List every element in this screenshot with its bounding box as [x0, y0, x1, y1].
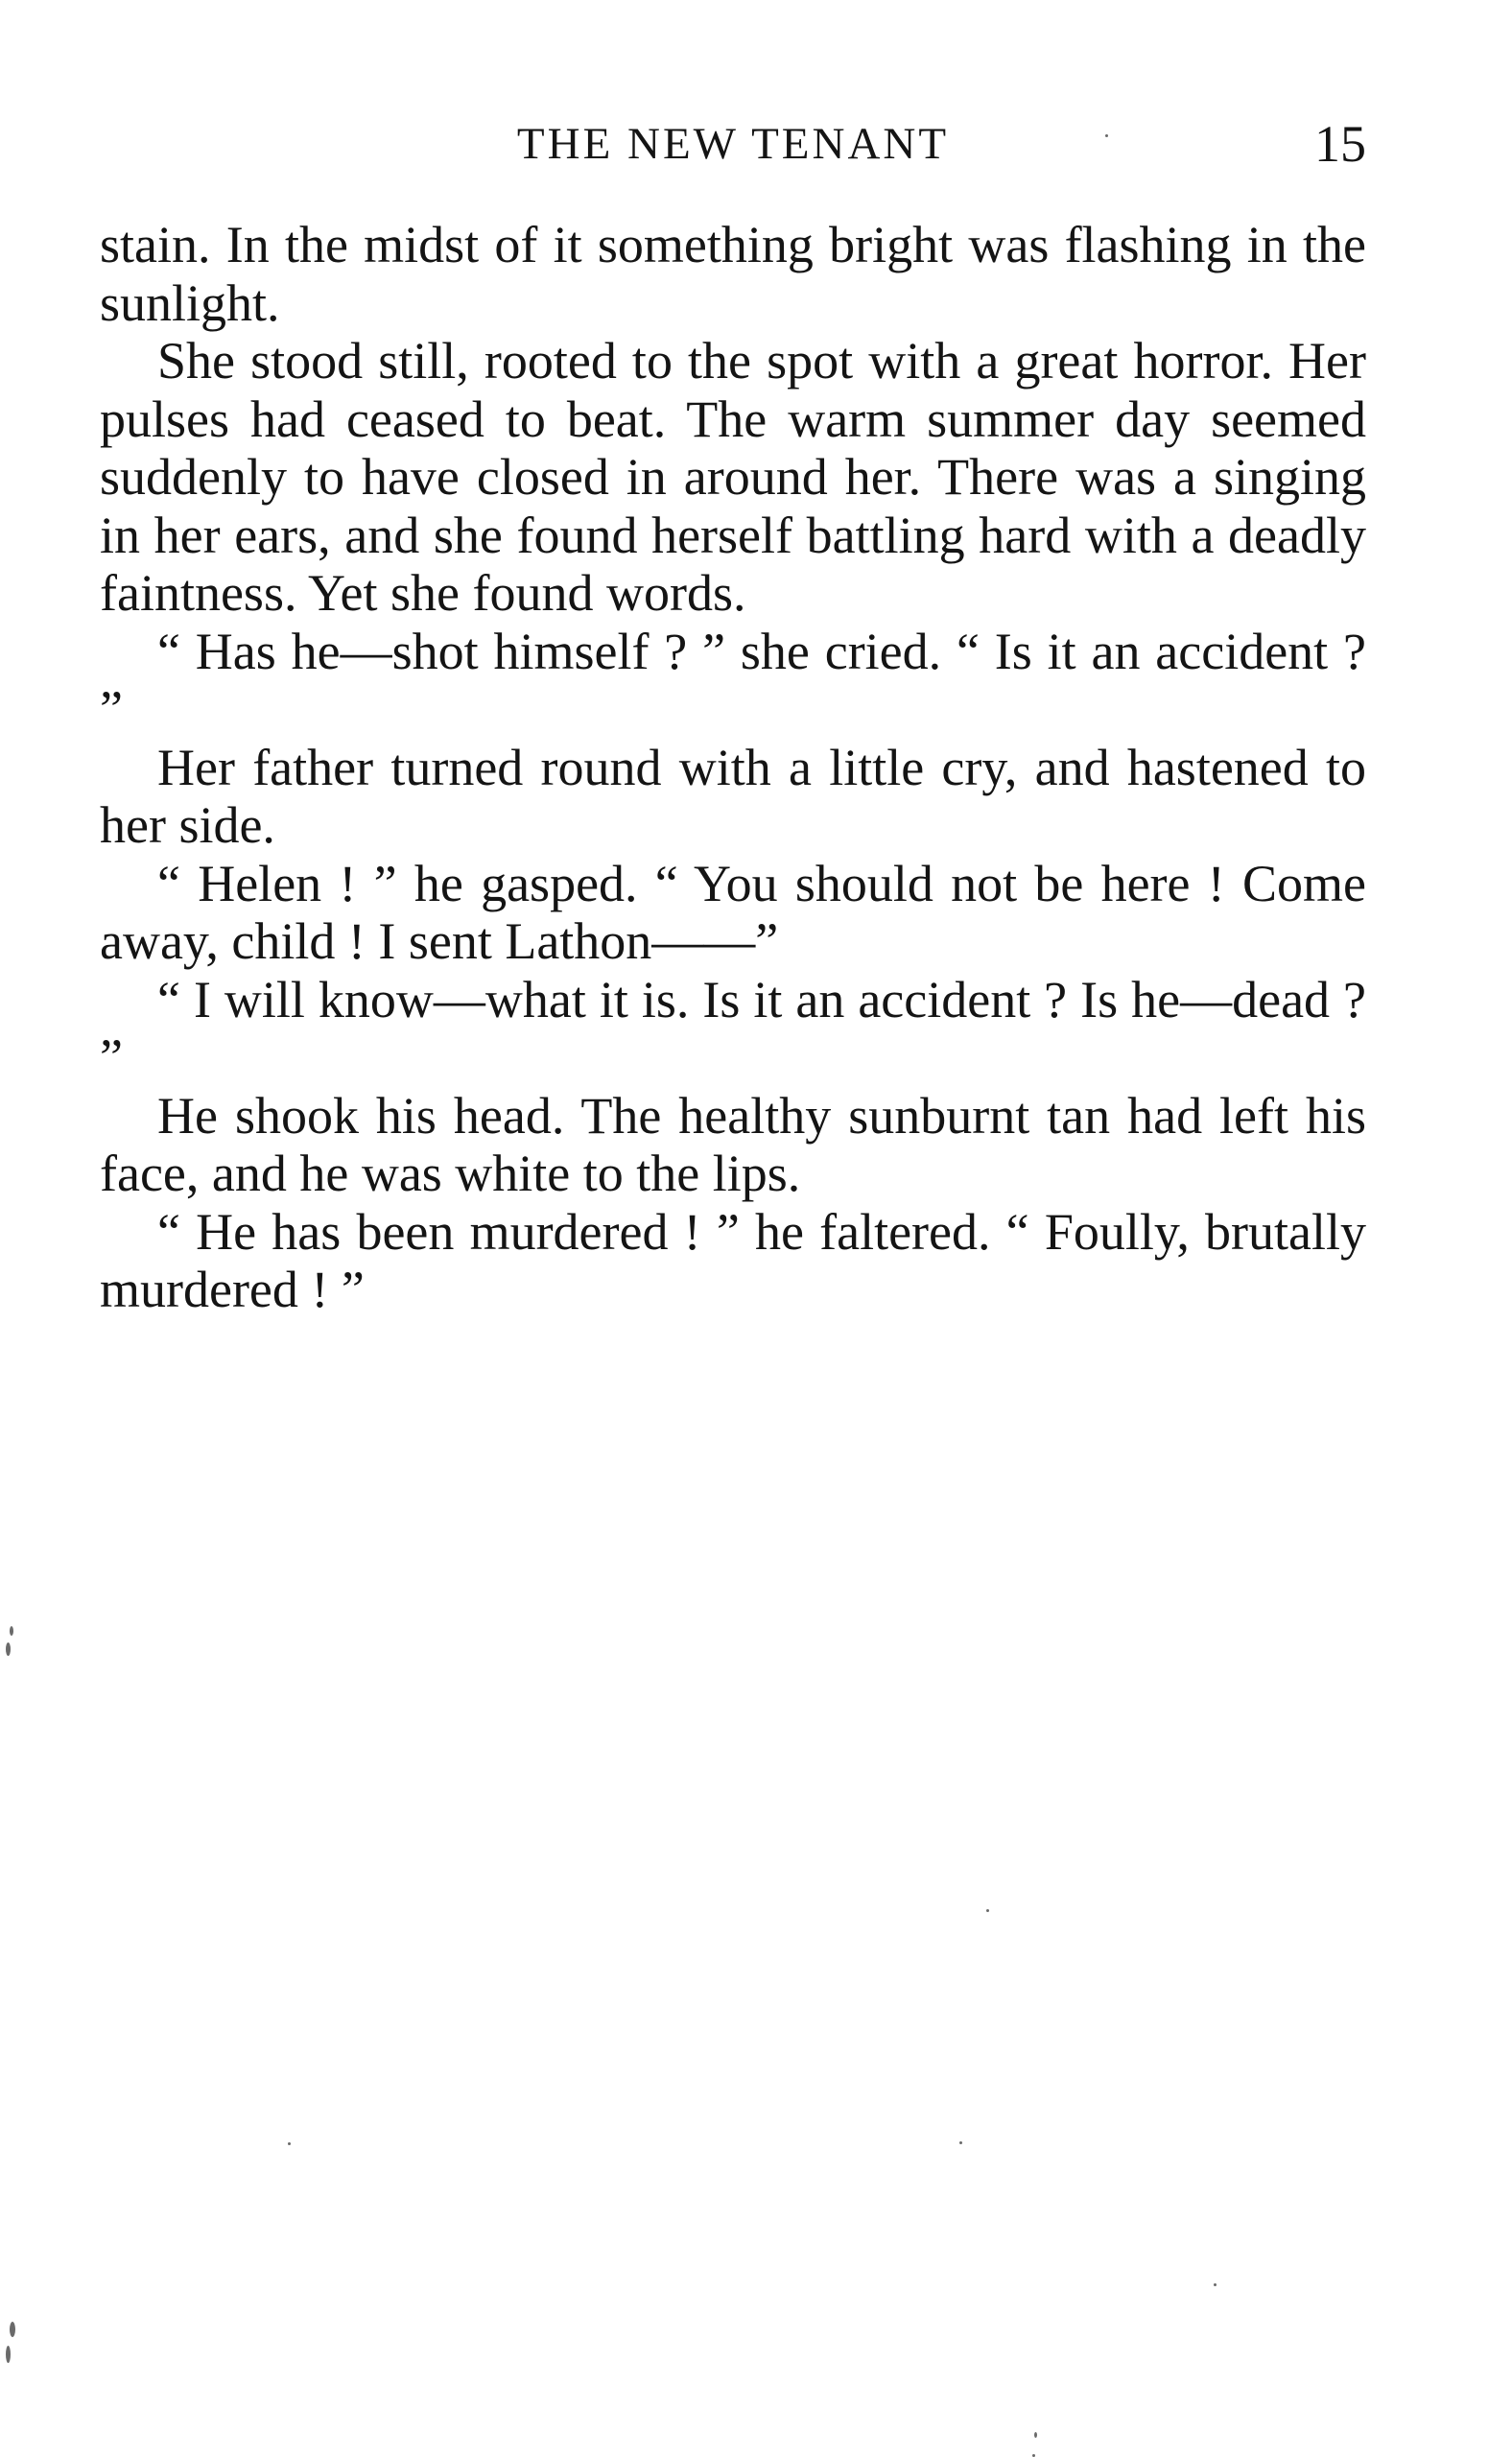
- paragraph: She stood still, rooted to the spot with a great horror. Her pulses had ceased to beat. The warm summer day seemed suddenly to have closed in around her. There was a singing in her ears, and she found herself battling hard with a deadly faintness. Yet she found words.: [100, 332, 1366, 622]
- scan-speck: [10, 2322, 15, 2337]
- running-head: [100, 113, 1366, 175]
- scan-speck: [959, 2141, 962, 2144]
- paragraph: “ Helen ! ” he gasped. “ You should not be here ! Come away, child ! I sent Lathon——”: [100, 854, 1366, 970]
- paragraph: “ He has been murdered ! ” he faltered. “ Foully, brutally murdered ! ”: [100, 1202, 1366, 1318]
- scan-speck: [288, 2142, 291, 2145]
- scan-speck: [1214, 2283, 1217, 2286]
- paragraph: He shook his head. The healthy sunburnt tan had left his face, and he was white to the lips.: [100, 1086, 1366, 1202]
- body-text: [100, 216, 1366, 1319]
- scan-speck: [986, 1909, 989, 1912]
- scan-speck: [10, 1626, 13, 1636]
- paragraph: “ Has he—shot himself ? ” she cried. “ Is it an accident ? ”: [100, 622, 1366, 738]
- scan-speck: [1105, 134, 1108, 137]
- scan-speck: [6, 1642, 11, 1656]
- running-title: THE NEW TENANT: [516, 119, 950, 169]
- scan-speck: [6, 2346, 11, 2363]
- paragraph: Her father turned round with a little cry, and hastened to her side.: [100, 738, 1366, 854]
- paragraph: “ I will know—what it is. Is it an accident ? Is he—dead ? ”: [100, 970, 1366, 1086]
- page-number: 15: [1314, 115, 1366, 173]
- scan-speck: [1034, 2432, 1037, 2438]
- paragraph: stain. In the midst of it something bright was flashing in the sunlight.: [100, 216, 1366, 332]
